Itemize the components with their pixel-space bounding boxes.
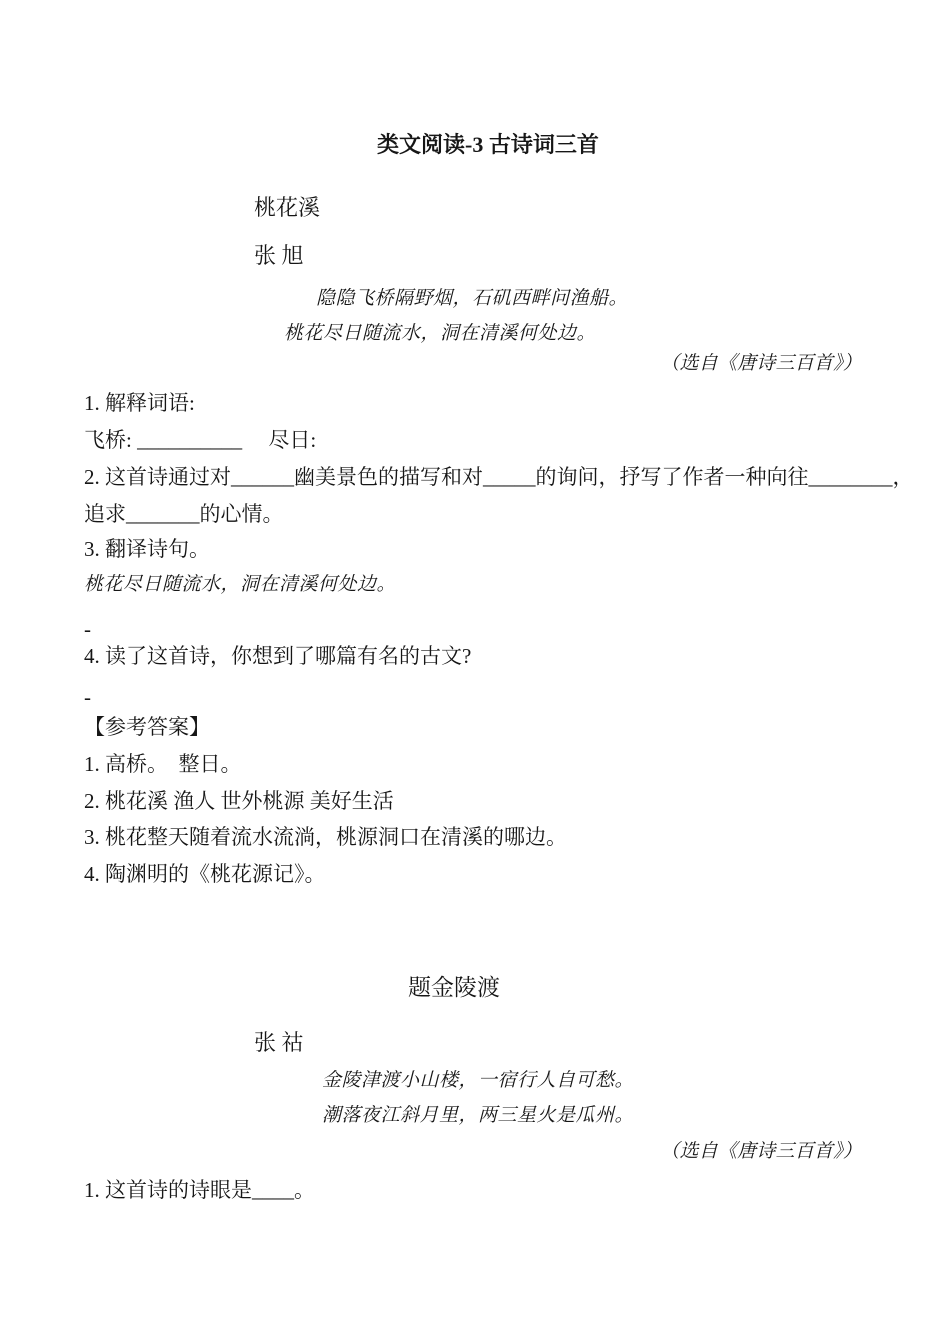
question-4: 4. 读了这首诗，你想到了哪篇有名的古文? (84, 644, 472, 668)
poem2-question-1: 1. 这首诗的诗眼是____。 (84, 1178, 315, 1202)
question-3: 3. 翻译诗句。 (84, 537, 210, 561)
poem2-verse-line-2: 潮落夜江斜月里，两三星火是瓜州。 (322, 1105, 635, 1126)
poem1-author: 张 旭 (254, 243, 304, 268)
question-3-quoted-verse: 桃花尽日随流水，洞在清溪何处边。 (84, 574, 397, 595)
answer-3: 3. 桃花整天随着流水流淌，桃源洞口在清溪的哪边。 (84, 825, 567, 849)
answer-2: 2. 桃花溪 渔人 世外桃源 美好生活 (84, 789, 394, 813)
poem1-title: 桃花溪 (254, 195, 321, 220)
answer-dash-1: - (84, 617, 91, 641)
question-1-blanks: 飞桥: __________ 尽日: (84, 428, 317, 452)
answer-4: 4. 陶渊明的《桃花源记》。 (84, 862, 326, 886)
answer-1: 1. 高桥。 整日。 (84, 752, 242, 776)
answer-dash-2: - (84, 685, 91, 709)
poem2-title: 题金陵渡 (408, 975, 500, 1000)
poem1-verse-line-1: 隐隐飞桥隔野烟，石矶西畔问渔船。 (316, 288, 629, 309)
reference-answers-heading: 【参考答案】 (84, 715, 210, 739)
poem2-verse-line-1: 金陵津渡小山楼，一宿行人自可愁。 (322, 1070, 635, 1091)
question-2-line-2: 追求_______的心情。 (84, 502, 284, 526)
poem1-source-attribution: （选自《唐诗三百首》） (660, 353, 862, 374)
document-title: 类文阅读-3 古诗词三首 (377, 132, 599, 157)
question-2-line-1: 2. 这首诗通过对______幽美景色的描写和对_____的询问，抒写了作者一种向往________， (84, 465, 914, 489)
question-1: 1. 解释词语: (84, 391, 195, 415)
poem2-source-attribution: （选自《唐诗三百首》） (660, 1141, 862, 1162)
poem2-author: 张 祜 (254, 1030, 304, 1055)
poem1-verse-line-2: 桃花尽日随流水，洞在清溪何处边。 (284, 323, 597, 344)
